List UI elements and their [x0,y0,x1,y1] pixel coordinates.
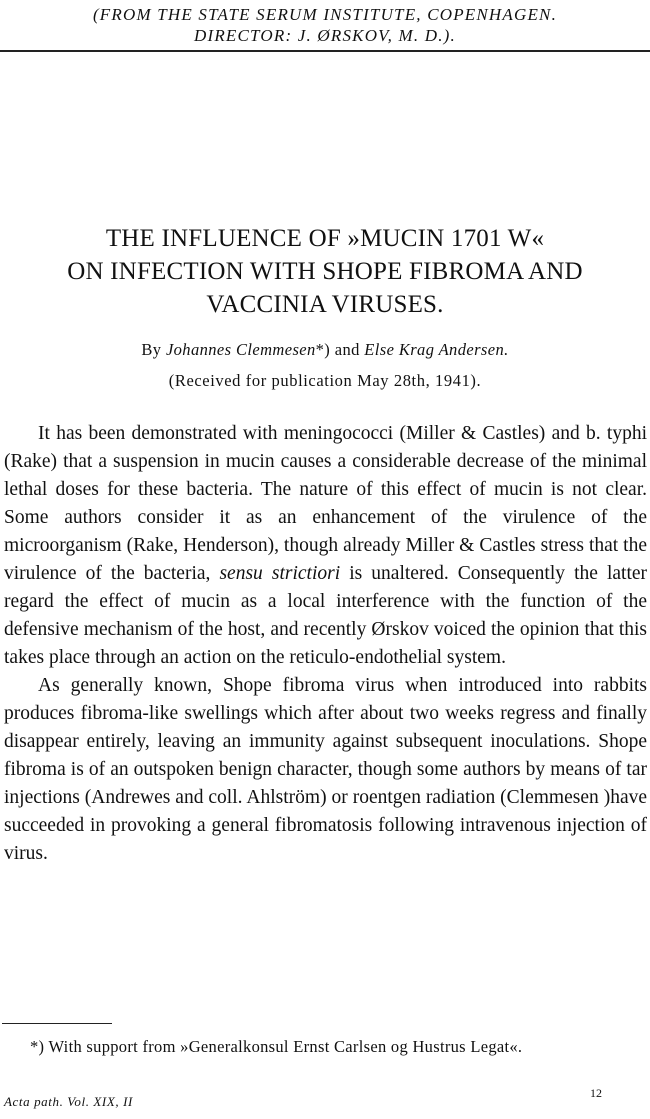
by-label: By [141,340,162,359]
journal-reference: Acta path. Vol. XIX, II [4,1094,133,1109]
paragraph-1 [4,420,647,672]
footnote-rule [2,1023,112,1024]
author-1: Johannes Clemmesen [165,340,316,359]
and-label: and [334,340,360,359]
header-rule [0,50,650,52]
institute-line-1: (FROM THE STATE SERUM INSTITUTE, COPENHAGEN. [92,5,558,24]
article-title [0,222,650,321]
paragraph-1-emphasis: sensu strictiori [219,563,341,584]
title-line-3: VACCINIA VIRUSES. [206,291,444,318]
footnote: *) With support from »Generalkonsul Ernst Carlsen og Hustrus Legat«. [30,1037,523,1056]
paragraph-1-part-a: It has been demonstrated with meningococci (Miller & Castles) and b. typhi (Rake) that a suspension in mucin causes a considerable decrease of the minimal lethal doses for these bacteria. The nature of this effect of mucin is not clear. Some authors consider it as an enhancement of the virulence of the microorganism (Rake, Henderson), though already Miller & Castles stress that the virulence of the bacteria, [4,423,647,584]
title-line-2: ON INFECTION WITH SHOPE FIBROMA AND [67,258,583,285]
title-line-1: THE INFLUENCE OF »MUCIN 1701 W« [105,225,545,252]
institute-line-2: DIRECTOR: J. ØRSKOV, M. D.). [194,26,456,45]
paragraph-1-part-b: is unaltered. Consequently the latter regard the effect of mucin as a local interference with the function of the defensive mechanism of the host, and recently Ørskov voiced the opinion that this takes place through an action on the reticulo-endothelial system. [4,563,648,668]
footnote-marker: *) [315,340,331,359]
byline [0,339,650,361]
institute-header [0,4,650,46]
article-body [4,420,647,868]
author-2: Else Krag Andersen. [364,340,509,359]
page-number: 12 [590,1086,602,1100]
received-date: (Received for publication May 28th, 1941). [168,371,482,390]
paragraph-2: As generally known, Shope fibroma virus when introduced into rabbits produces fibroma-like swellings which after about two weeks regress and finally disappear entirely, leaving an immunity against subsequent inoculations. Shope fibroma is of an outspoken benign character, though some authors by means of tar injections (Andrewes and coll. Ahlström) or roentgen radiation (Clemmesen )have succeeded in provoking a general fibromatosis following intravenous injection of virus. [4,675,647,864]
